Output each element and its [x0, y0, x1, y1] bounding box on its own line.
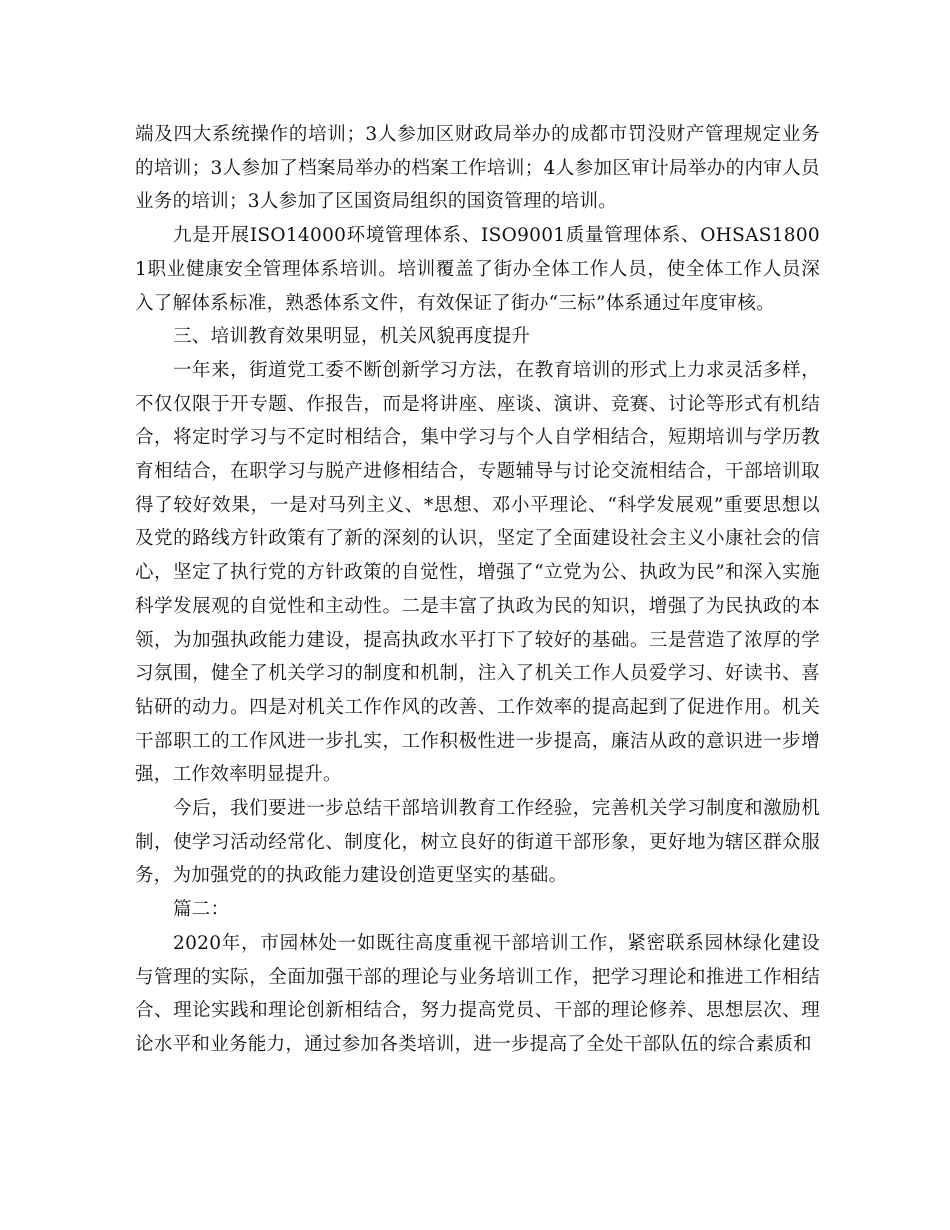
section-heading-part-two: 篇二： [173, 899, 230, 921]
section-heading-training-effect: 三、培训教育效果明显，机关风貌再度提升 [173, 326, 531, 348]
paragraph-future-plans: 今后，我们要进一步总结干部培训教育工作经验，完善机关学习制度和激励机制，使学习活动经常化、制度化，树立良好的街道干部形象，更好地为辖区群众服务，为加强党的的执政能力建设创造更坚实的基础。 [135, 798, 820, 887]
document-body [135, 118, 820, 1062]
paragraph-training-list-end: 端及四大系统操作的培训；3人参加区财政局举办的成都市罚没财产管理规定业务的培训；3人参加了档案局举办的档案工作培训；4人参加区审计局举办的内审人员业务的培训；3人参加了区国资局组织的国资管理的培训。 [135, 124, 820, 213]
paragraph-garden-office-training: 2020年，市园林处一如既往高度重视干部培训工作，紧密联系园林绿化建设与管理的实际，全面加强干部的理论与业务培训工作，把学习理论和推进工作相结合、理论实践和理论创新相结合，努力提高党员、干部的理论修养、思想层次、理论水平和业务能力，通过参加各类培训，进一步提高了全处干部队伍的综合素质和 [135, 932, 820, 1055]
paragraph-iso-training: 九是开展ISO14000环境管理体系、ISO9001质量管理体系、OHSAS18001职业健康安全管理体系培训。培训覆盖了街办全体工作人员，使全体工作人员深入了解体系标准，熟悉体系文件，有效保证了街办“三标”体系通过年度审核。 [135, 225, 820, 314]
paragraph-training-results: 一年来，街道党工委不断创新学习方法，在教育培训的形式上力求灵活多样，不仅仅限于开专题、作报告，而是将讲座、座谈、演讲、竞赛、讨论等形式有机结合，将定时学习与不定时相结合，集中学习与个人自学相结合，短期培训与学历教育相结合，在职学习与脱产进修相结合，专题辅导与讨论交流相结合，干部培训取得了较好效果，一是对马列主义、*思想、邓小平理论、“科学发展观”重要思想以及党的路线方针政策有了新的深刻的认识，坚定了全面建设社会主义小康社会的信心，坚定了执行党的方针政策的自觉性，增强了“立党为公、执政为民”和深入实施科学发展观的自觉性和主动性。二是丰富了执政为民的知识，增强了为民执政的本领，为加强执政能力建设，提高执政水平打下了较好的基础。三是营造了浓厚的学习氛围，健全了机关学习的制度和机制，注入了机关工作人员爱学习、好读书、喜钻研的动力。四是对机关工作作风的改善、工作效率的提高起到了促进作用。机关干部职工的工作风进一步扎实，工作积极性进一步提高，廉洁从政的意识进一步增强，工作效率明显提升。 [135, 359, 820, 786]
